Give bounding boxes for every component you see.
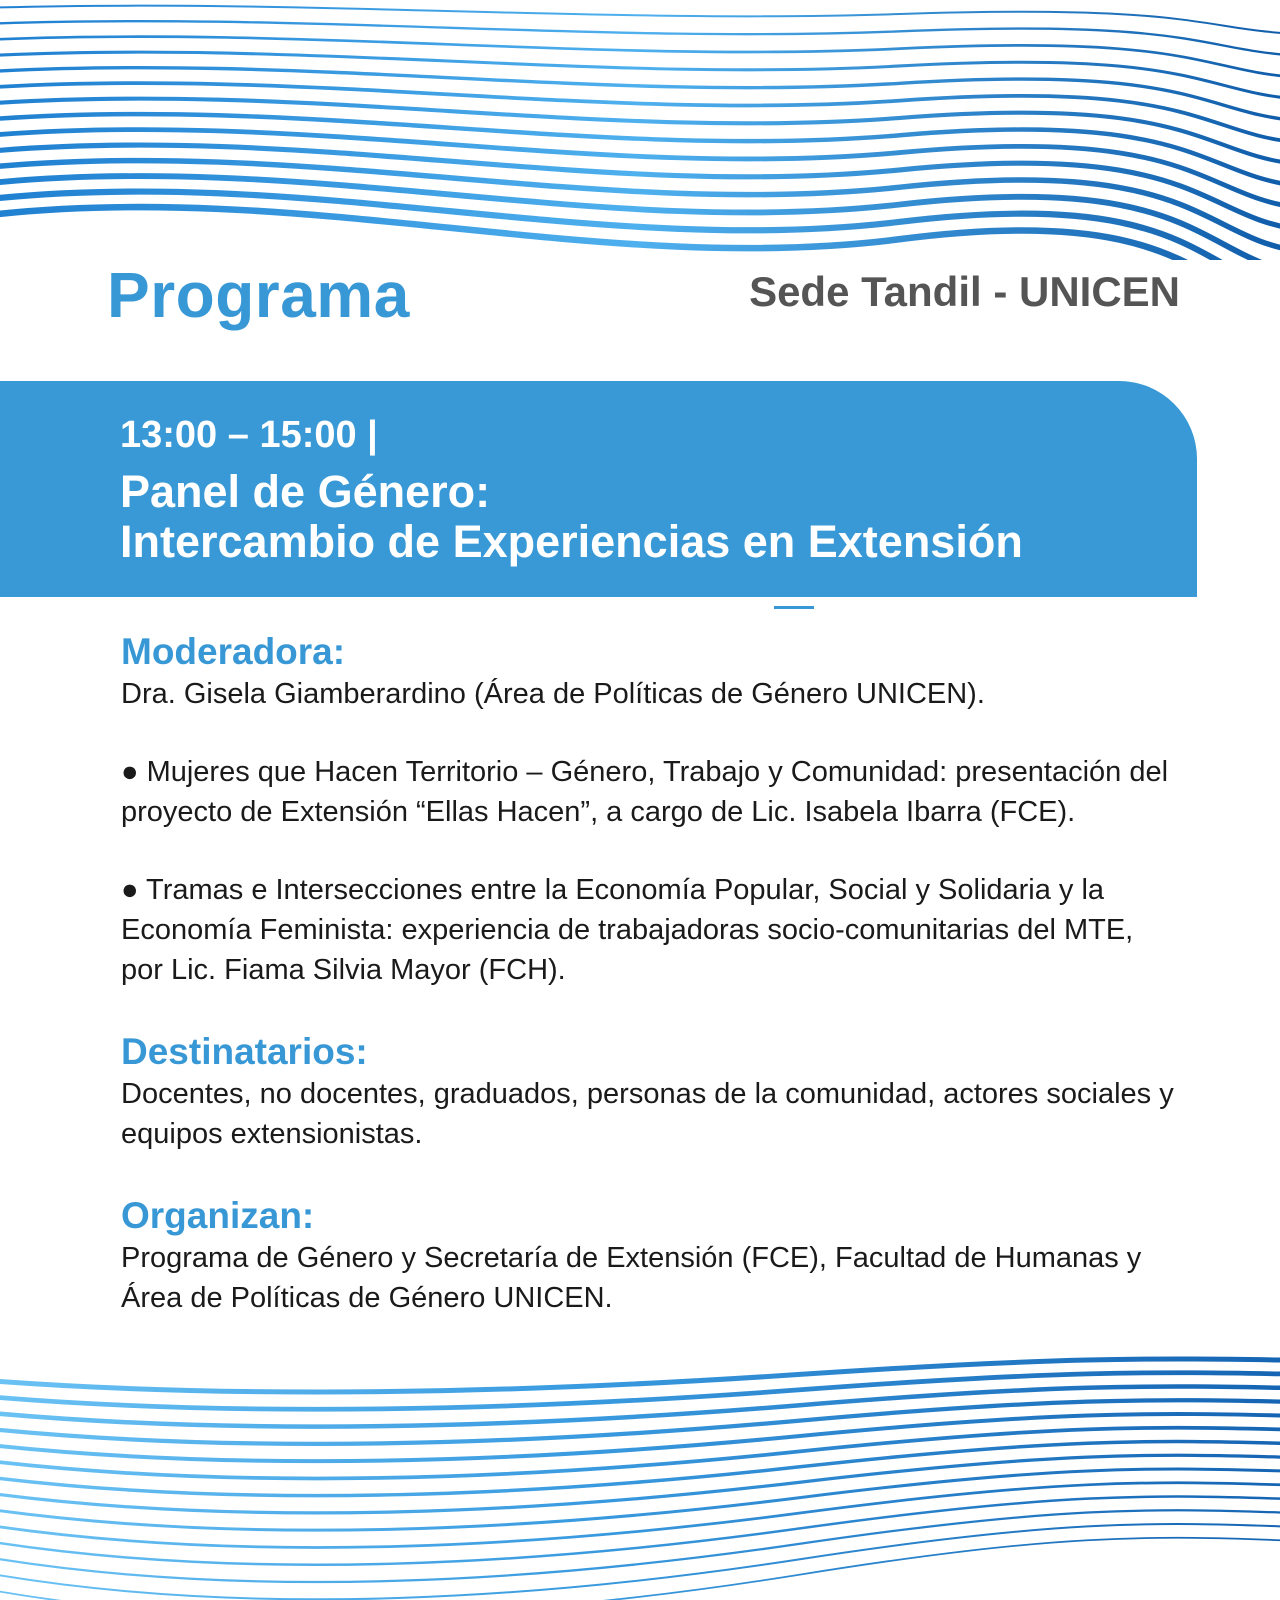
wave-line [0, 176, 1280, 260]
moderadora-heading: Moderadora: [121, 631, 346, 672]
wave-line [0, 68, 1280, 121]
wave-line [0, 1414, 1280, 1461]
wave-line [0, 21, 1280, 56]
destinatarios-heading: Destinatarios: [121, 1031, 368, 1072]
moderadora-text: Dra. Gisela Giamberardino (Área de Políticas de Género UNICEN). [121, 678, 985, 710]
wave-line [0, 1483, 1280, 1548]
wave-line [0, 130, 1280, 208]
wave-line [0, 99, 1280, 165]
wave-line [0, 161, 1280, 252]
session-title-line-2: Intercambio de Experiencias en Extensión [120, 516, 1023, 567]
top-wave-decoration [0, 0, 1280, 260]
session-banner [0, 381, 1197, 597]
wave-line [0, 6, 1280, 34]
wave-line [0, 1359, 1280, 1392]
wave-line [0, 83, 1280, 143]
wave-line [0, 145, 1280, 229]
wave-line [0, 1469, 1280, 1530]
wave-line [0, 1387, 1280, 1427]
program-item-1: ● Mujeres que Hacen Territorio – Género, Trabajo y Comunidad: presentación del proyecto de Extensión “Ellas Hacen”, a cargo de Lic. Isabela Ibarra (FCE). [121, 756, 1169, 828]
wave-line [0, 1400, 1280, 1444]
wave-line [0, 1510, 1280, 1582]
session-title-line-1: Panel de Género: [120, 466, 491, 517]
wave-line [0, 1538, 1280, 1600]
wave-line [0, 1373, 1280, 1409]
session-time: 13:00 – 15:00 | [120, 414, 378, 456]
wave-line [0, 114, 1280, 186]
bottom-wave-decoration [0, 1355, 1280, 1600]
wave-line [0, 1442, 1280, 1496]
wave-line [0, 192, 1280, 260]
destinatarios-text: Docentes, no docentes, graduados, personas de la comunidad, actores sociales y equipos extensionistas. [121, 1078, 1174, 1150]
accent-divider [774, 606, 814, 609]
organizan-heading: Organizan: [121, 1195, 315, 1236]
venue-label: Sede Tandil - UNICEN [749, 268, 1180, 315]
wave-line [0, 207, 1280, 260]
wave-line [0, 1455, 1280, 1513]
program-item-2: ● Tramas e Intersecciones entre la Economía Popular, Social y Solidaria y la Economía Feminista: experiencia de trabajadoras socio-comunitarias del MTE, por Lic. Fiama Silvia Mayor (FCH). [121, 874, 1134, 986]
wave-line [0, 1497, 1280, 1565]
wave-line [0, 52, 1280, 99]
page-title: Programa [107, 259, 410, 331]
organizan-text: Programa de Género y Secretaría de Extensión (FCE), Facultad de Humanas y Área de Políticas de Género UNICEN. [121, 1242, 1142, 1314]
wave-line [0, 37, 1280, 78]
program-content [121, 630, 1181, 1318]
wave-line [0, 1524, 1280, 1599]
session-title [120, 467, 1023, 567]
wave-line [0, 1428, 1280, 1479]
